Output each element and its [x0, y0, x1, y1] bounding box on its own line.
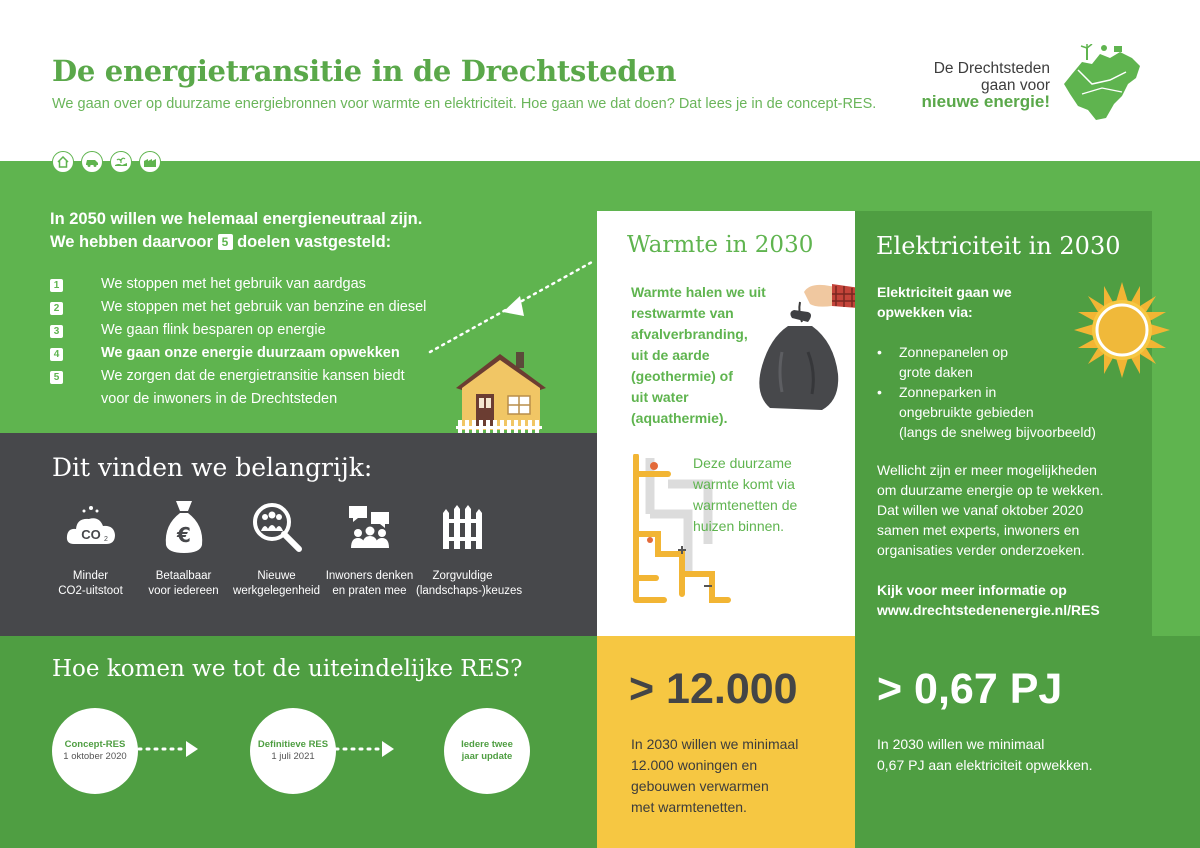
- value-label-1: Betaalbaar: [155, 570, 212, 582]
- roadmap-step-definitive: Definitieve RES 1 juli 2021: [250, 708, 336, 794]
- value-item: [323, 495, 416, 599]
- value-item: [230, 495, 323, 599]
- car-icon: [81, 151, 103, 173]
- value-label-1: Inwoners denken: [325, 570, 414, 582]
- roadmap-step-concept: Concept-RES 1 oktober 2020: [52, 708, 138, 794]
- values-title: Dit vinden we belangrijk:: [52, 453, 373, 482]
- roadmap-step-update: Iedere twee jaar update: [444, 708, 530, 794]
- people-search-icon: [230, 495, 323, 559]
- goal-item: [50, 368, 426, 391]
- value-item: [416, 495, 523, 599]
- hand-plant-icon: [110, 151, 132, 173]
- list-item: • Zonneparken in: [877, 384, 997, 400]
- people-talk-icon: [323, 495, 416, 559]
- logo-line-3: nieuwe energie!: [921, 92, 1050, 111]
- goal-item: [50, 322, 426, 345]
- value-item: [44, 495, 137, 599]
- logo: [918, 58, 1168, 128]
- stat-homes-text: In 2030 willen we minimaal 12.000 woningen en gebouwen verwarmen met warmtenetten.: [631, 736, 799, 815]
- value-label-2: CO2-uitstoot: [58, 585, 123, 597]
- logo-line-1: De Drechtsteden: [933, 60, 1050, 77]
- warmte-body: Warmte halen we uit restwarmte van afvalverbranding, uit de aarde (geothermie) of uit water (aquathermie).: [631, 284, 766, 426]
- value-label-1: Minder: [72, 570, 109, 582]
- fence-icon: [416, 495, 509, 559]
- intro-line-2: We hebben daarvoor 5 doelen vastgesteld:: [50, 233, 392, 251]
- value-item: [137, 495, 230, 599]
- stat-energy-text: In 2030 willen we minimaal 0,67 PJ aan elektriciteit opwekken.: [877, 736, 1093, 773]
- house-illustration-icon: [454, 350, 549, 442]
- elektriciteit-list: [877, 342, 1096, 442]
- stat-homes-value: > 12.000: [629, 665, 798, 713]
- goal-item: [50, 299, 426, 322]
- value-label-1: Nieuwe: [257, 570, 296, 582]
- svg-text:CO: CO: [80, 527, 101, 542]
- value-label-1: Zorgvuldige: [432, 570, 493, 582]
- right-strip: [1152, 161, 1200, 636]
- factory-icon: [139, 151, 161, 173]
- goal-text: We zorgen dat de energietransitie kansen biedt: [101, 368, 405, 384]
- warmte-title: Warmte in 2030: [627, 232, 814, 258]
- more-info-link[interactable]: www.drechtstedenenergie.nl/RES: [877, 602, 1100, 618]
- svg-text:€: €: [176, 523, 191, 547]
- goal-text: We stoppen met het gebruik van aardgas: [101, 276, 366, 292]
- value-label-2: voor iedereen: [148, 585, 219, 597]
- more-info: Kijk voor meer informatie op www.drechtstedenenergie.nl/RES: [877, 582, 1100, 618]
- goal-number: 2: [50, 302, 63, 315]
- warmte-body-2: Deze duurzame warmte komt via warmtenetten de huizen binnen.: [693, 455, 798, 534]
- intro-line-1: In 2050 willen we helemaal energieneutraal zijn.: [50, 210, 423, 228]
- value-label-2: en praten mee: [332, 585, 407, 597]
- goal-text: We stoppen met het gebruik van benzine en diesel: [101, 299, 427, 315]
- elektriciteit-title: Elektriciteit in 2030: [876, 232, 1121, 260]
- goal-text: We gaan flink besparen op energie: [101, 322, 326, 338]
- elektriciteit-lead: Elektriciteit gaan we opwekken via:: [877, 284, 1012, 320]
- list-item-cont: grote daken: [899, 364, 973, 380]
- goals-list: [50, 276, 426, 414]
- goal-item: [50, 276, 426, 299]
- roadmap-title: Hoe komen we tot de uiteindelijke RES?: [52, 656, 523, 682]
- drechtsteden-map-icon: [1052, 44, 1148, 126]
- goal-number: 5: [50, 371, 63, 384]
- goal-text: We gaan onze energie duurzaam opwekken: [101, 345, 400, 361]
- co2-cloud-icon: [44, 495, 137, 559]
- goal-count-badge: 5: [218, 234, 233, 250]
- value-label-2: werkgelegenheid: [233, 585, 320, 597]
- logo-line-2: gaan voor: [981, 77, 1050, 94]
- svg-text:2: 2: [103, 536, 108, 543]
- elektriciteit-paragraph: Wellicht zijn er meer mogelijkheden om duurzame energie op te wekken. Dat willen we vanaf oktober 2020 samen met experts, inwoners en organisaties verder onderzoeken.: [877, 462, 1104, 558]
- list-item-cont: ongebruikte gebieden: [899, 404, 1034, 420]
- garbage-bag-icon: [752, 282, 862, 414]
- money-bag-icon: [137, 495, 230, 559]
- goal-number: 3: [50, 325, 63, 338]
- theme-icons: [52, 151, 161, 173]
- intro-text: [50, 208, 422, 254]
- house-icon: [52, 151, 74, 173]
- list-item-cont: (langs de snelweg bijvoorbeeld): [899, 424, 1096, 440]
- goal-number: 1: [50, 279, 63, 292]
- goal-text-continued: voor de inwoners in de Drechtsteden: [101, 391, 338, 407]
- goal-item: [50, 345, 426, 368]
- value-label-2: (landschaps-)keuzes: [416, 585, 523, 597]
- page-title: De energietransitie in de Drechtsteden: [52, 54, 677, 88]
- page-subtitle: We gaan over op duurzame energiebronnen voor warmte en elektriciteit. Hoe gaan we dat doen? Dat lees je in de concept-RES.: [52, 96, 877, 112]
- list-item: • Zonnepanelen op: [877, 344, 1008, 360]
- goal-number: 4: [50, 348, 63, 361]
- values-list: [44, 495, 523, 599]
- stat-energy-value: > 0,67 PJ: [877, 665, 1063, 713]
